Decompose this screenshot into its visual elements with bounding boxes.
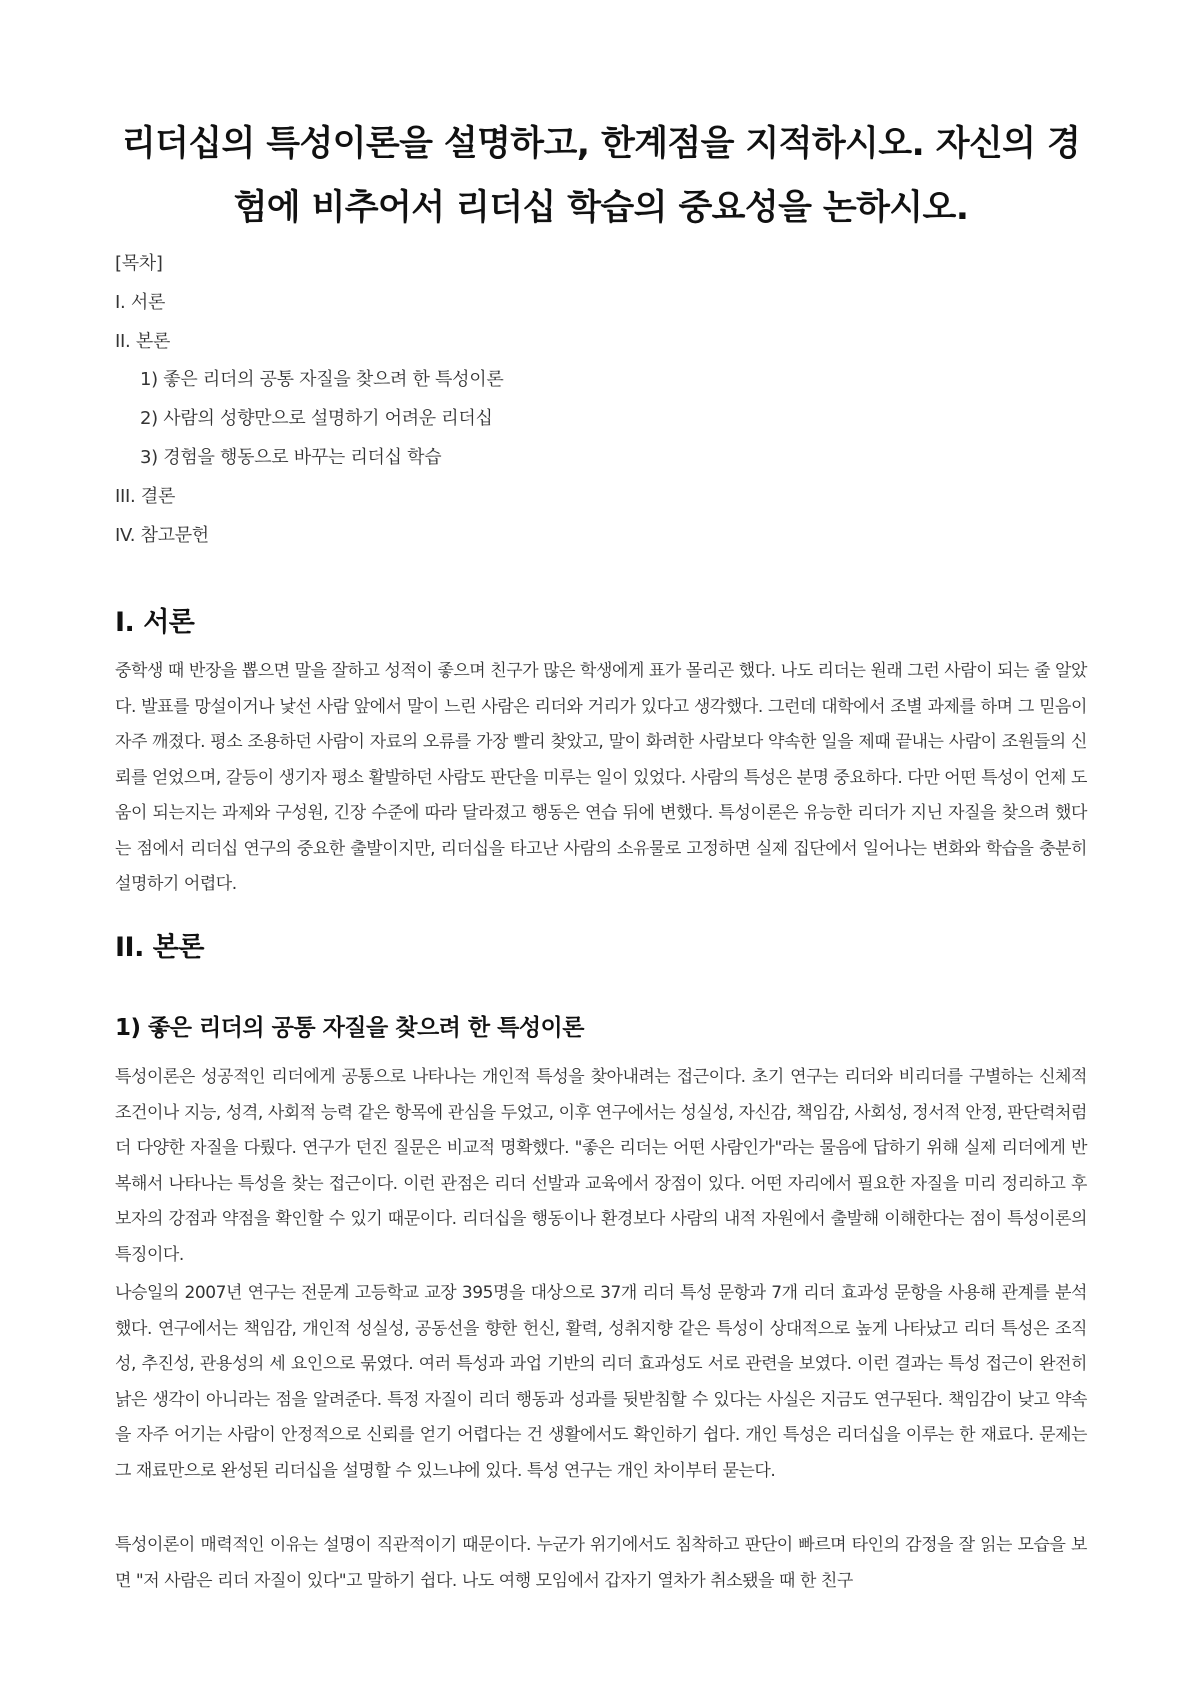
table-of-contents xyxy=(115,251,1087,561)
section-heading-body: II. 본론 xyxy=(115,932,204,963)
toc-heading: [목차] xyxy=(115,253,163,274)
body-paragraph: 특성이론이 매력적인 이유는 설명이 직관적이기 때문이다. 누군가 위기에서도 침착하고 판단이 빠르며 타인의 감정을 잘 읽는 모습을 보면 "저 사람은 리더 자질이 있다"고 말하기 쉽다. 나도 여행 모임에서 갑자기 열차가 취소됐을 때 한 친구 xyxy=(115,1535,1087,1591)
toc-item: 2) 사람의 성향만으로 설명하기 어려운 리더십 xyxy=(140,408,493,430)
document-title: 리더십의 특성이론을 설명하고, 한계점을 지적하시오. 자신의 경험에 비추어서 리더십 학습의 중요성을 논하시오. xyxy=(121,124,1081,228)
toc-item: IV. 참고문헌 xyxy=(115,524,209,546)
toc-item: 3) 경험을 행동으로 바꾸는 리더십 학습 xyxy=(140,446,442,468)
body-paragraph: 나승일의 2007년 연구는 전문계 고등학교 교장 395명을 대상으로 37개 리더 특성 문항과 7개 리더 효과성 문항을 사용해 관계를 분석했다. 연구에서는 책임감, 개인적 성실성, 공동선을 향한 헌신, 활력, 성취지향 같은 특성이 상대적으로 높게 나타났고 리더 특성은 조직성, 추진성, 관용성의 세 요인으로 묶였다. 여러 특성과 과업 기반의 리더 효과성도 서로 관련을 보였다. 이런 결과는 특성 접근이 완전히 낡은 생각이 아니라는 점을 알려준다. 특정 자질이 리더 행동과 성과를 뒷받침할 수 있다는 사실은 지금도 연구된다. 책임감이 낮고 약속을 자주 어기는 사람이 안정적으로 신뢰를 얻기 어렵다는 건 생활에서도 확인하기 쉽다. 개인 특성은 리더십을 이루는 한 재료다. 문제는 그 재료만으로 완성된 리더십을 설명할 수 있느냐에 있다. 특성 연구는 개인 차이부터 묻는다. xyxy=(115,1283,1088,1481)
body-paragraph: 특성이론은 성공적인 리더에게 공통으로 나타나는 개인적 특성을 찾아내려는 접근이다. 초기 연구는 리더와 비리더를 구별하는 신체적 조건이나 지능, 성격, 사회적 능력 같은 항목에 관심을 두었고, 이후 연구에서는 성실성, 자신감, 책임감, 사회성, 정서적 안정, 판단력처럼 더 다양한 자질을 다뤘다. 연구가 던진 질문은 비교적 명확했다. "좋은 리더는 어떤 사람인가"라는 물음에 답하기 위해 실제 리더에게 반복해서 나타나는 특성을 찾는 접근이다. 이런 관점은 리더 선발과 교육에서 장점이 있다. 어떤 자리에서 필요한 자질을 미리 정리하고 후보자의 강점과 약점을 확인할 수 있기 때문이다. 리더십을 행동이나 환경보다 사람의 내적 자원에서 출발해 이해한다는 점이 특성이론의 특징이다. xyxy=(115,1067,1088,1265)
section-heading-intro: I. 서론 xyxy=(115,607,195,638)
toc-item: I. 서론 xyxy=(115,291,166,313)
toc-item: III. 결론 xyxy=(115,485,176,507)
toc-item: II. 본론 xyxy=(115,330,171,352)
intro-paragraph: 중학생 때 반장을 뽑으면 말을 잘하고 성적이 좋으며 친구가 많은 학생에게 표가 몰리곤 했다. 나도 리더는 원래 그런 사람이 되는 줄 알았다. 발표를 망설이거나 낯선 사람 앞에서 말이 느린 사람은 리더와 거리가 있다고 생각했다. 그런데 대학에서 조별 과제를 하며 그 믿음이 자주 깨졌다. 평소 조용하던 사람이 자료의 오류를 가장 빨리 찾았고, 말이 화려한 사람보다 약속한 일을 제때 끝내는 사람이 조원들의 신뢰를 얻었으며, 갈등이 생기자 평소 활발하던 사람도 판단을 미루는 일이 있었다. 사람의 특성은 분명 중요하다. 다만 어떤 특성이 언제 도움이 되는지는 과제와 구성원, 긴장 수준에 따라 달라졌고 행동은 연습 뒤에 변했다. 특성이론은 유능한 리더가 지닌 자질을 찾으려 했다는 점에서 리더십 연구의 중요한 출발이지만, 리더십을 타고난 사람의 소유물로 고정하면 실제 집단에서 일어나는 변화와 학습을 충분히 설명하기 어렵다. xyxy=(115,661,1088,894)
toc-item: 1) 좋은 리더의 공통 자질을 찾으려 한 특성이론 xyxy=(140,369,504,391)
subsection-heading-trait-theory: 1) 좋은 리더의 공통 자질을 찾으려 한 특성이론 xyxy=(115,1015,584,1041)
